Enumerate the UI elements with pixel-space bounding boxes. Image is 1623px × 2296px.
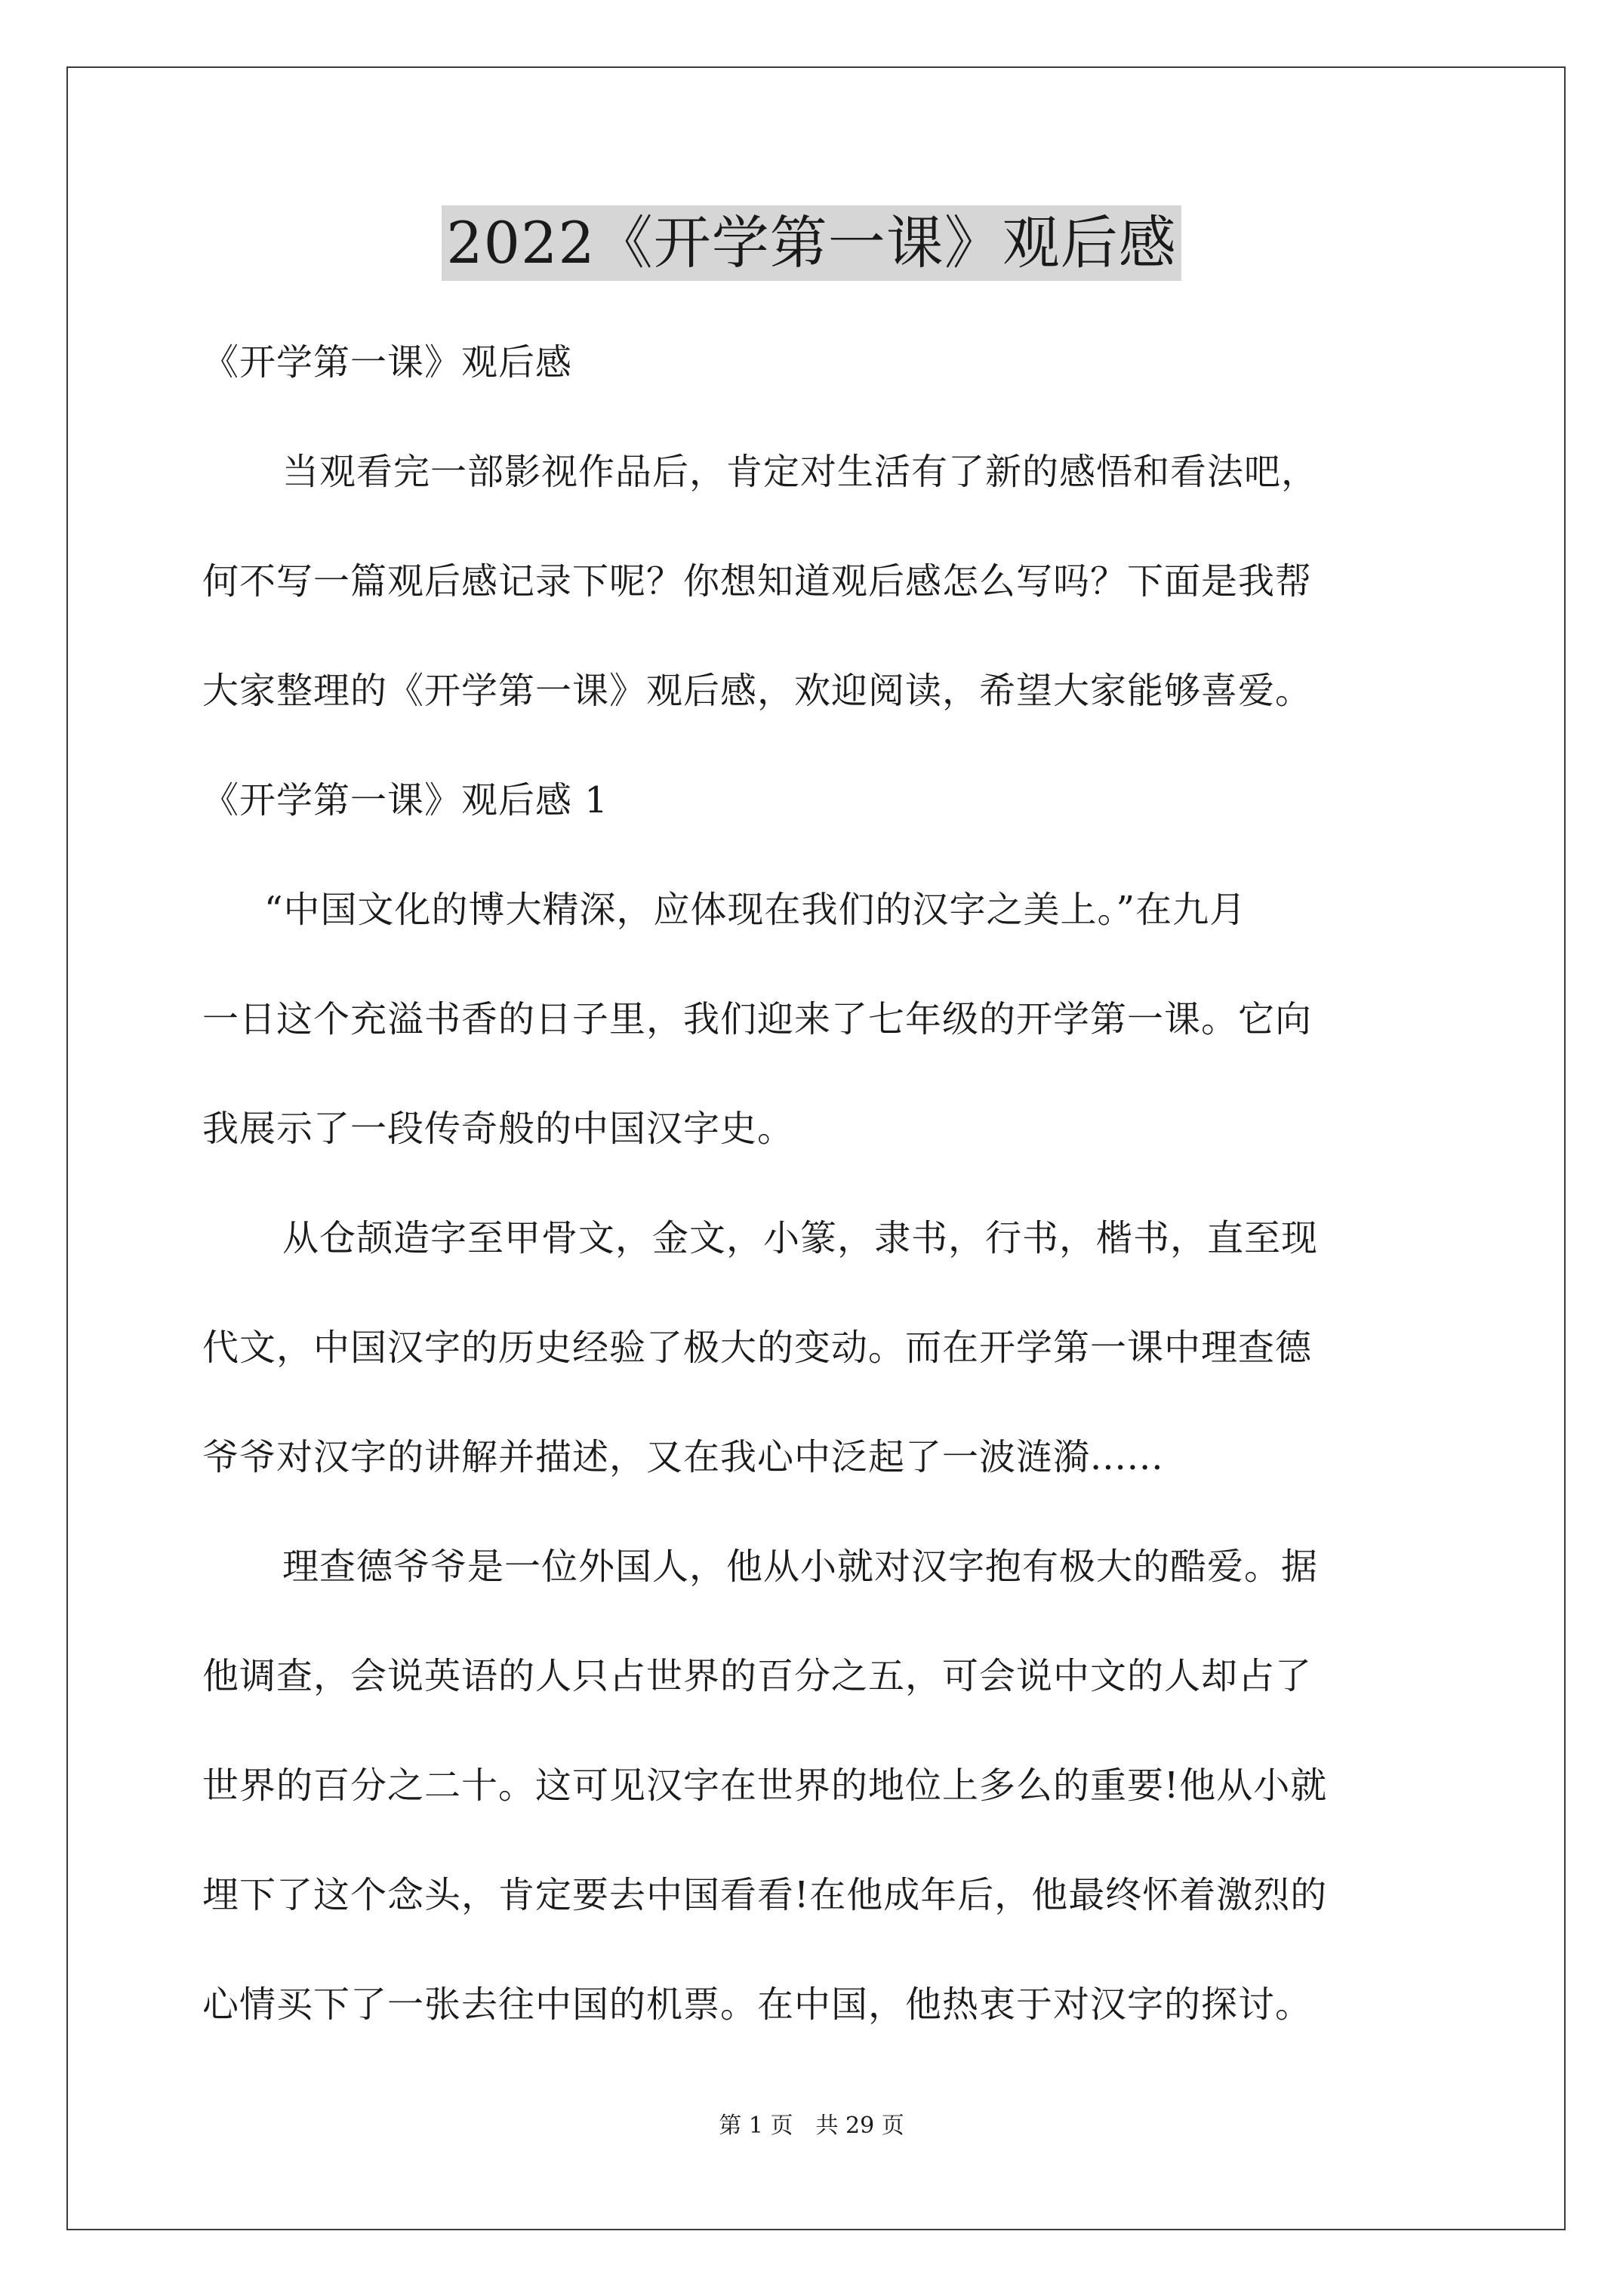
paragraph-line: 何不写一篇观后感记录下呢？你想知道观后感怎么写吗？下面是我帮 [202,560,1313,603]
paragraph-line: 爷爷对汉字的讲解并描述，又在我心中泛起了一波涟漪...... [202,1436,1164,1478]
paragraph-line: 心情买下了一张去往中国的机票。在中国，他热衷于对汉字的探讨。 [202,1983,1313,2026]
page-footer: 第 1 页 共 29 页 [719,2113,904,2139]
paragraph-line: 当观看完一部影视作品后，肯定对生活有了新的感悟和看法吧， [282,451,1319,493]
subtitle-line: 《开学第一课》观后感 [202,341,573,384]
paragraph-line: “中国文化的博大精深，应体现在我们的汉字之美上。”在九月 [264,889,1247,931]
title-container [0,205,1623,281]
paragraph-line: 大家整理的《开学第一课》观后感，欢迎阅读，希望大家能够喜爱。 [202,670,1313,712]
document-title: 2022《开学第一课》观后感 [442,205,1181,281]
paragraph-line: 理查德爷爷是一位外国人，他从小就对汉字抱有极大的酷爱。据 [282,1546,1319,1588]
paragraph-line: 一日这个充溢书香的日子里，我们迎来了七年级的开学第一课。它向 [202,998,1313,1040]
paragraph-line: 我展示了一段传奇般的中国汉字史。 [202,1108,795,1150]
paragraph-line: 他调查，会说英语的人只占世界的百分之五，可会说中文的人却占了 [202,1655,1313,1697]
section-heading: 《开学第一课》观后感 1 [202,779,608,821]
paragraph-line: 从仓颉造字至甲骨文，金文，小篆，隶书，行书，楷书，直至现 [282,1217,1319,1259]
paragraph-line: 埋下了这个念头，肯定要去中国看看!在他成年后，他最终怀着激烈的 [202,1874,1328,1916]
document-body [202,308,1433,2060]
paragraph-line: 世界的百分之二十。这可见汉字在世界的地位上多么的重要!他从小就 [202,1764,1328,1807]
paragraph-line: 代文，中国汉字的历史经验了极大的变动。而在开学第一课中理查德 [202,1327,1313,1369]
